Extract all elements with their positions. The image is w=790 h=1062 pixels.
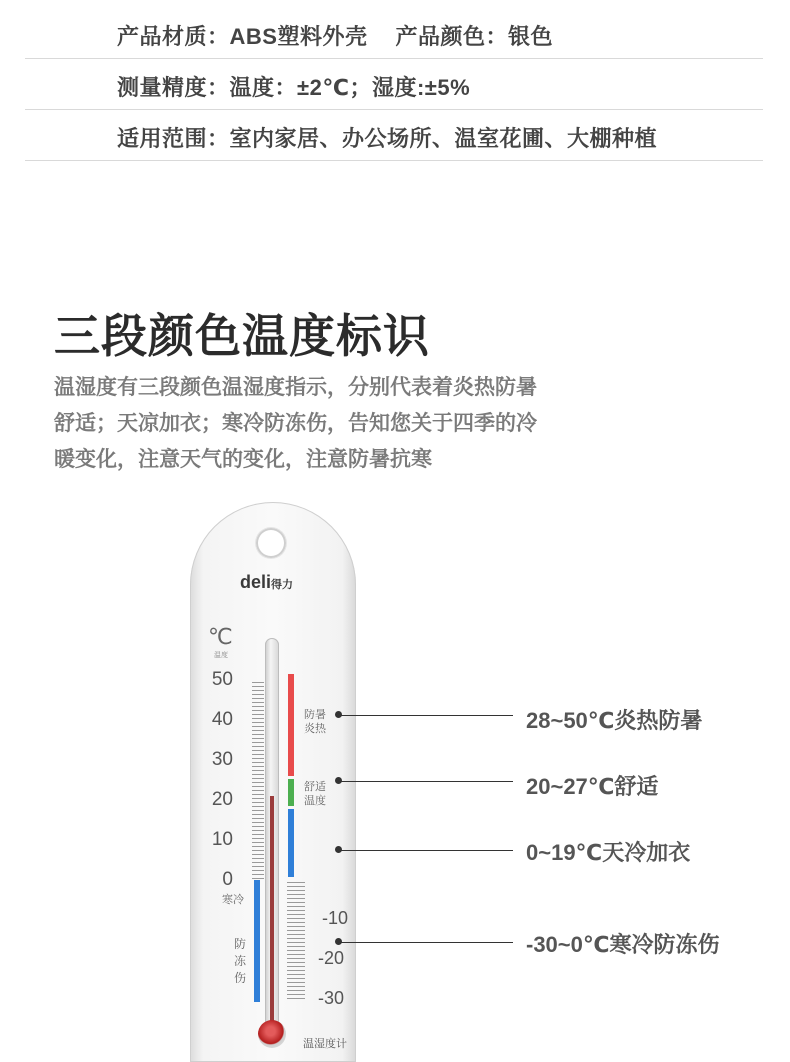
callout-line-hot xyxy=(339,715,513,716)
scale-ticks-right xyxy=(287,882,305,1000)
callout-comfort: 20~27℃舒适 xyxy=(526,774,659,799)
zone-bar-comfort xyxy=(288,779,294,806)
spec-scope-label: 适用范围： xyxy=(117,126,230,151)
spec-scope-value: 室内家居、办公场所、温室花圃、大棚种植 xyxy=(229,126,658,151)
zone-label-cold: 寒冷 xyxy=(222,894,244,906)
spec-row-material xyxy=(25,8,763,59)
product-label: 温湿度计 xyxy=(303,1038,347,1050)
scale-10: 10 xyxy=(211,829,233,850)
description-line: 温湿度有三段颜色温湿度指示，分别代表着炎热防暑 xyxy=(54,376,537,399)
spec-row-accuracy xyxy=(25,59,763,110)
callout-cold: -30~0℃寒冷防冻伤 xyxy=(526,932,720,957)
section-title: 三段颜色温度标识 xyxy=(54,310,430,362)
scale-30: 30 xyxy=(211,749,233,770)
scale-minus-20: -20 xyxy=(318,948,345,968)
hang-hole xyxy=(256,528,286,558)
thermometer-bulb xyxy=(258,1020,286,1048)
scale-ticks-left xyxy=(240,682,264,880)
description-line: 暖变化，注意天气的变化，注意防暑抗寒 xyxy=(54,448,432,471)
brand-name-cn: 得力 xyxy=(271,579,294,591)
scale-minus-10: -10 xyxy=(322,908,349,928)
callout-line-cool xyxy=(339,850,513,851)
zone-bar-cool xyxy=(288,809,294,877)
scale-50: 50 xyxy=(211,669,233,690)
zone-label-frostbite: 防 冻 伤 xyxy=(234,937,247,985)
spec-material-label: 产品材质： xyxy=(117,24,230,49)
spec-material-value: ABS塑料外壳 xyxy=(229,24,368,49)
callout-hot: 28~50℃炎热防暑 xyxy=(526,708,703,733)
callout-line-comfort xyxy=(339,781,513,782)
brand-logo xyxy=(240,572,293,593)
callout-cool: 0~19℃天冷加衣 xyxy=(526,840,691,865)
scale-minus-30: -30 xyxy=(318,988,345,1008)
spec-color-label: 产品颜色： xyxy=(395,24,508,49)
spec-accuracy-label: 测量精度： xyxy=(117,75,230,100)
unit-sub-label: 温度 xyxy=(214,652,228,659)
brand-name: deli xyxy=(240,572,272,592)
mercury-column xyxy=(270,796,274,1032)
spec-accuracy-value: 温度：±2℃；湿度:±5% xyxy=(229,75,471,100)
section-description xyxy=(54,370,634,478)
zone-label-hot: 防暑 炎热 xyxy=(304,709,326,735)
zone-bar-cold xyxy=(254,880,260,1002)
callout-line-cold xyxy=(339,942,513,943)
zone-bar-hot xyxy=(288,674,294,776)
scale-20: 20 xyxy=(211,789,233,810)
spec-color-value: 银色 xyxy=(507,24,553,49)
unit-symbol: ℃ xyxy=(208,624,233,649)
zone-label-comfort: 舒适 温度 xyxy=(304,781,326,807)
scale-0: 0 xyxy=(222,869,233,890)
description-line: 舒适；天凉加衣；寒冷防冻伤，告知您关于四季的冷 xyxy=(54,412,537,435)
scale-40: 40 xyxy=(211,709,233,730)
spec-row-scope xyxy=(25,110,763,161)
